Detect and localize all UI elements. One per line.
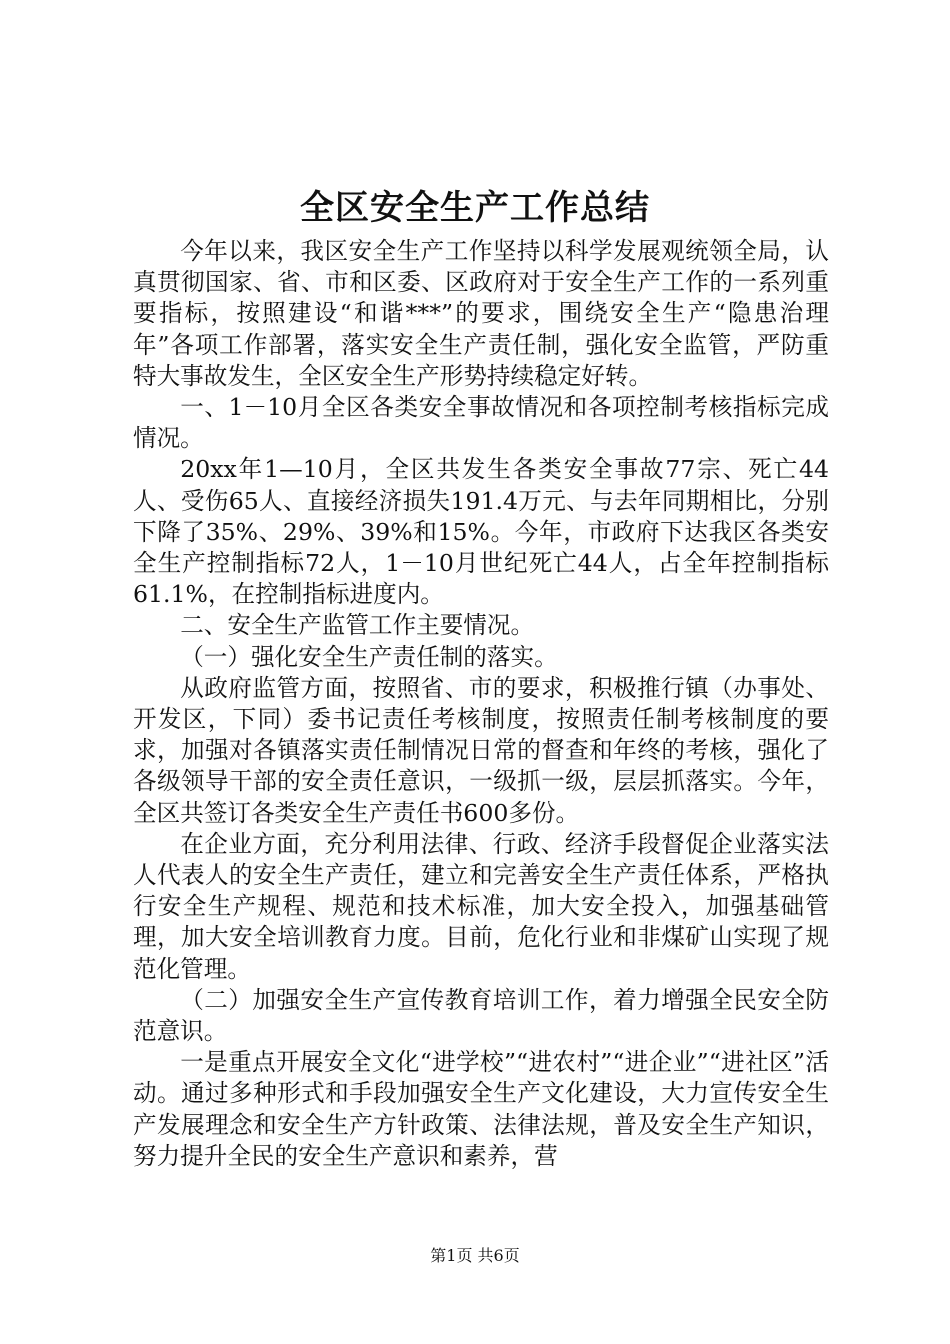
paragraph-subsection-one-heading: （一）强化安全生产责任制的落实。 [180, 642, 558, 671]
paragraph-government-supervision: 从政府监管方面，按照省、市的要求，积极推行镇（办事处、开发区，下同）委书记责任考核制度，按照责任制考核制度的要求，加强对各镇落实责任制情况日常的督查和年终的考核，强化了各级领导干部的安全责任意识，一级抓一级，层层抓落实。今年，全区共签订各类安全生产责任书600多份。 [133, 673, 829, 827]
paragraph-subsection-two-heading: （二）加强安全生产宣传教育培训工作，着力增强全民安全防范意识。 [133, 985, 829, 1046]
paragraph-intro: 今年以来，我区安全生产工作坚持以科学发展观统领全局，认真贯彻国家、省、市和区委、区政府对于安全生产工作的一系列重要指标，按照建设“和谐***”的要求，围绕安全生产“隐患治理年”各项工作部署，落实安全生产责任制，强化安全监管，严防重特大事故发生，全区安全生产形势持续稳定好转。 [133, 237, 829, 390]
document-title: 全区安全生产工作总结 [300, 188, 650, 228]
document-body [133, 236, 829, 1172]
paragraph-safety-culture: 一是重点开展安全文化“进学校”“进农村”“进企业”“进社区”活动。通过多种形式和手段加强安全生产文化建设，大力宣传安全生产发展理念和安全生产方针政策、法律法规，普及安全生产知识，努力提升全民的安全生产意识和素养，营 [133, 1048, 829, 1170]
paragraph-enterprise-responsibility: 在企业方面，充分利用法律、行政、经济手段督促企业落实法人代表人的安全生产责任，建立和完善安全生产责任体系，严格执行安全生产规程、规范和技术标准，加大安全投入，加强基础管理，加大安全培训教育力度。目前，危化行业和非煤矿山实现了规范化管理。 [133, 829, 829, 983]
paragraph-accident-statistics: 20xx年1—10月，全区共发生各类安全事故77宗、死亡44人、受伤65人、直接经济损失191.4万元、与去年同期相比，分别下降了35%、29%、39%和15%。今年，市政府下达我区各类安全生产控制指标72人，1－10月世纪死亡44人，占全年控制指标61.1%，在控制指标进度内。 [133, 455, 829, 609]
paragraph-section-one-heading: 一、1－10月全区各类安全事故情况和各项控制考核指标完成情况。 [133, 393, 829, 453]
page-footer: 第1页 共6页 [430, 1246, 520, 1265]
paragraph-section-two-heading: 二、安全生产监管工作主要情况。 [180, 611, 535, 640]
